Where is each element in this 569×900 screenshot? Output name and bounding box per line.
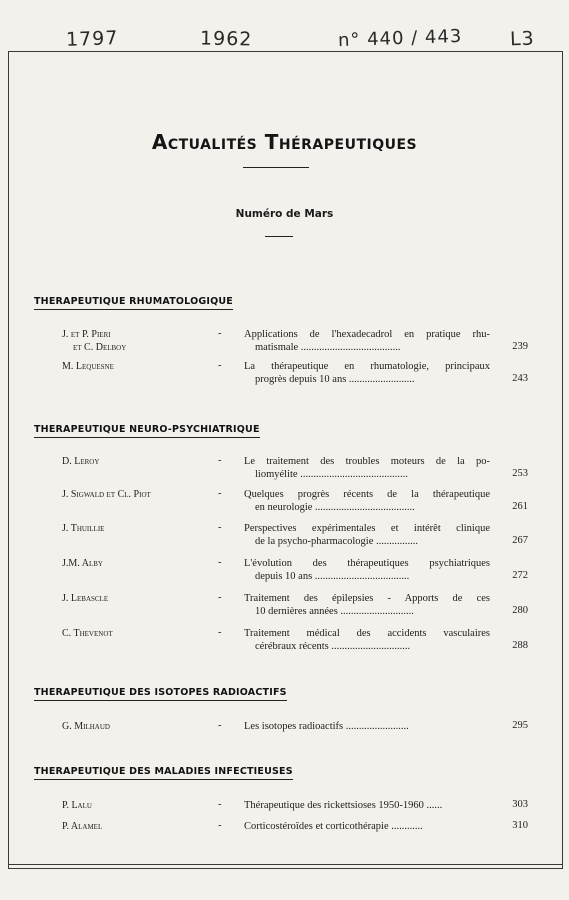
- toc-article-title: [244, 720, 490, 733]
- toc-article-title: [244, 488, 490, 514]
- handwritten-note-2: 1962: [199, 27, 253, 51]
- article-line: Traitement médical des accidents vasculaires: [244, 628, 490, 639]
- article-line-2: cérébraux récents ..............................: [255, 641, 411, 652]
- issue-subtitle: Numéro de Mars: [235, 208, 334, 220]
- toc-article-title: [244, 820, 490, 833]
- page-number: 272: [512, 570, 528, 581]
- title-divider: [243, 167, 309, 168]
- page-number: 261: [512, 501, 528, 512]
- page-number: 253: [512, 468, 528, 479]
- page-number: 310: [512, 820, 528, 831]
- article-line: Les isotopes radioactifs ........................: [244, 721, 409, 732]
- separator-dash: -: [218, 627, 222, 638]
- toc-author: [62, 557, 222, 570]
- handwritten-note-1: 1797: [65, 27, 119, 51]
- article-line-2: de la psycho-pharmacologie ................: [255, 536, 418, 547]
- author-line: C. Thevenot: [62, 628, 113, 639]
- toc-article-title: [244, 627, 490, 653]
- page-number: 295: [512, 720, 528, 731]
- section-title: THERAPEUTIQUE RHUMATOLOGIQUE: [34, 296, 233, 310]
- separator-dash: -: [218, 799, 222, 810]
- article-line-2: progrès depuis 10 ans .........................: [255, 374, 415, 385]
- author-line: J. Lebascle: [62, 593, 109, 604]
- toc-article-title: [244, 455, 490, 481]
- toc-article-title: [244, 360, 490, 386]
- toc-author: [62, 488, 222, 501]
- section-title: THERAPEUTIQUE DES MALADIES INFECTIEUSES: [34, 766, 293, 780]
- section-title: THERAPEUTIQUE DES ISOTOPES RADIOACTIFS: [34, 687, 287, 701]
- page-number: 280: [512, 605, 528, 616]
- article-line-2: 10 dernières années ............................: [255, 606, 414, 617]
- author-line: J. Thuillie: [62, 523, 105, 534]
- toc-article-title: [244, 799, 490, 812]
- toc-article-title: [244, 522, 490, 548]
- toc-article-title: [244, 328, 490, 354]
- article-line: La thérapeutique en rhumatologie, principaux: [244, 361, 490, 372]
- article-line: Perspectives expérimentales et intérêt clinique: [244, 523, 490, 534]
- author-line: P. Alamel: [62, 821, 103, 832]
- toc-author: [62, 592, 222, 605]
- separator-dash: -: [218, 455, 222, 466]
- page-number: 303: [512, 799, 528, 810]
- toc-author: [62, 522, 222, 535]
- article-line: Thérapeutique des rickettsioses 1950-1960 ......: [244, 800, 443, 811]
- author-line: D. Leroy: [62, 456, 100, 467]
- article-line: Le traitement des troubles moteurs de la po-: [244, 456, 490, 467]
- article-line: L'évolution des thérapeutiques psychiatriques: [244, 558, 490, 569]
- toc-author: [62, 720, 222, 733]
- separator-dash: -: [218, 328, 222, 339]
- toc-author: [62, 627, 222, 640]
- subtitle-divider: [265, 236, 293, 237]
- separator-dash: -: [218, 360, 222, 371]
- article-line: Traitement des épilepsies - Apports de ces: [244, 593, 490, 604]
- toc-author: [62, 799, 222, 812]
- toc-author: [62, 328, 222, 354]
- separator-dash: -: [218, 820, 222, 831]
- separator-dash: -: [218, 592, 222, 603]
- separator-dash: -: [218, 720, 222, 731]
- journal-title: Actualités Thérapeutiques: [151, 130, 418, 154]
- author-line: M. Lequesne: [62, 361, 114, 372]
- article-line: Quelques progrès récents de la thérapeutique: [244, 489, 490, 500]
- toc-article-title: [244, 557, 490, 583]
- author-line: G. Milhaud: [62, 721, 110, 732]
- toc-author: [62, 820, 222, 833]
- article-line-2: depuis 10 ans ....................................: [255, 571, 410, 582]
- article-line-2: matismale ......................................: [255, 342, 401, 353]
- toc-author: [62, 360, 222, 373]
- page-number: 267: [512, 535, 528, 546]
- article-line: Corticostéroïdes et corticothérapie ............: [244, 821, 423, 832]
- author-line: J.M. Alby: [62, 558, 103, 569]
- handwritten-note-3: n° 440 / 443: [337, 25, 463, 52]
- toc-article-title: [244, 592, 490, 618]
- page-number: 239: [512, 341, 528, 352]
- separator-dash: -: [218, 557, 222, 568]
- separator-dash: -: [218, 488, 222, 499]
- handwritten-note-4: L3: [509, 27, 536, 51]
- author-line: J. et P. Pieri: [62, 329, 111, 340]
- toc-author: [62, 455, 222, 468]
- separator-dash: -: [218, 522, 222, 533]
- page-number: 288: [512, 640, 528, 651]
- section-title: THERAPEUTIQUE NEURO-PSYCHIATRIQUE: [34, 424, 260, 438]
- article-line-2: liomyélite .........................................: [255, 469, 408, 480]
- author-line: P. Lalu: [62, 800, 92, 811]
- author-line-2: et C. Delboy: [73, 342, 127, 353]
- page-number: 243: [512, 373, 528, 384]
- article-line: Applications de l'hexadecadrol en pratique rhu-: [244, 329, 490, 340]
- article-line-2: en neurologie ......................................: [255, 502, 415, 513]
- author-line: J. Sigwald et Cl. Piot: [62, 489, 151, 500]
